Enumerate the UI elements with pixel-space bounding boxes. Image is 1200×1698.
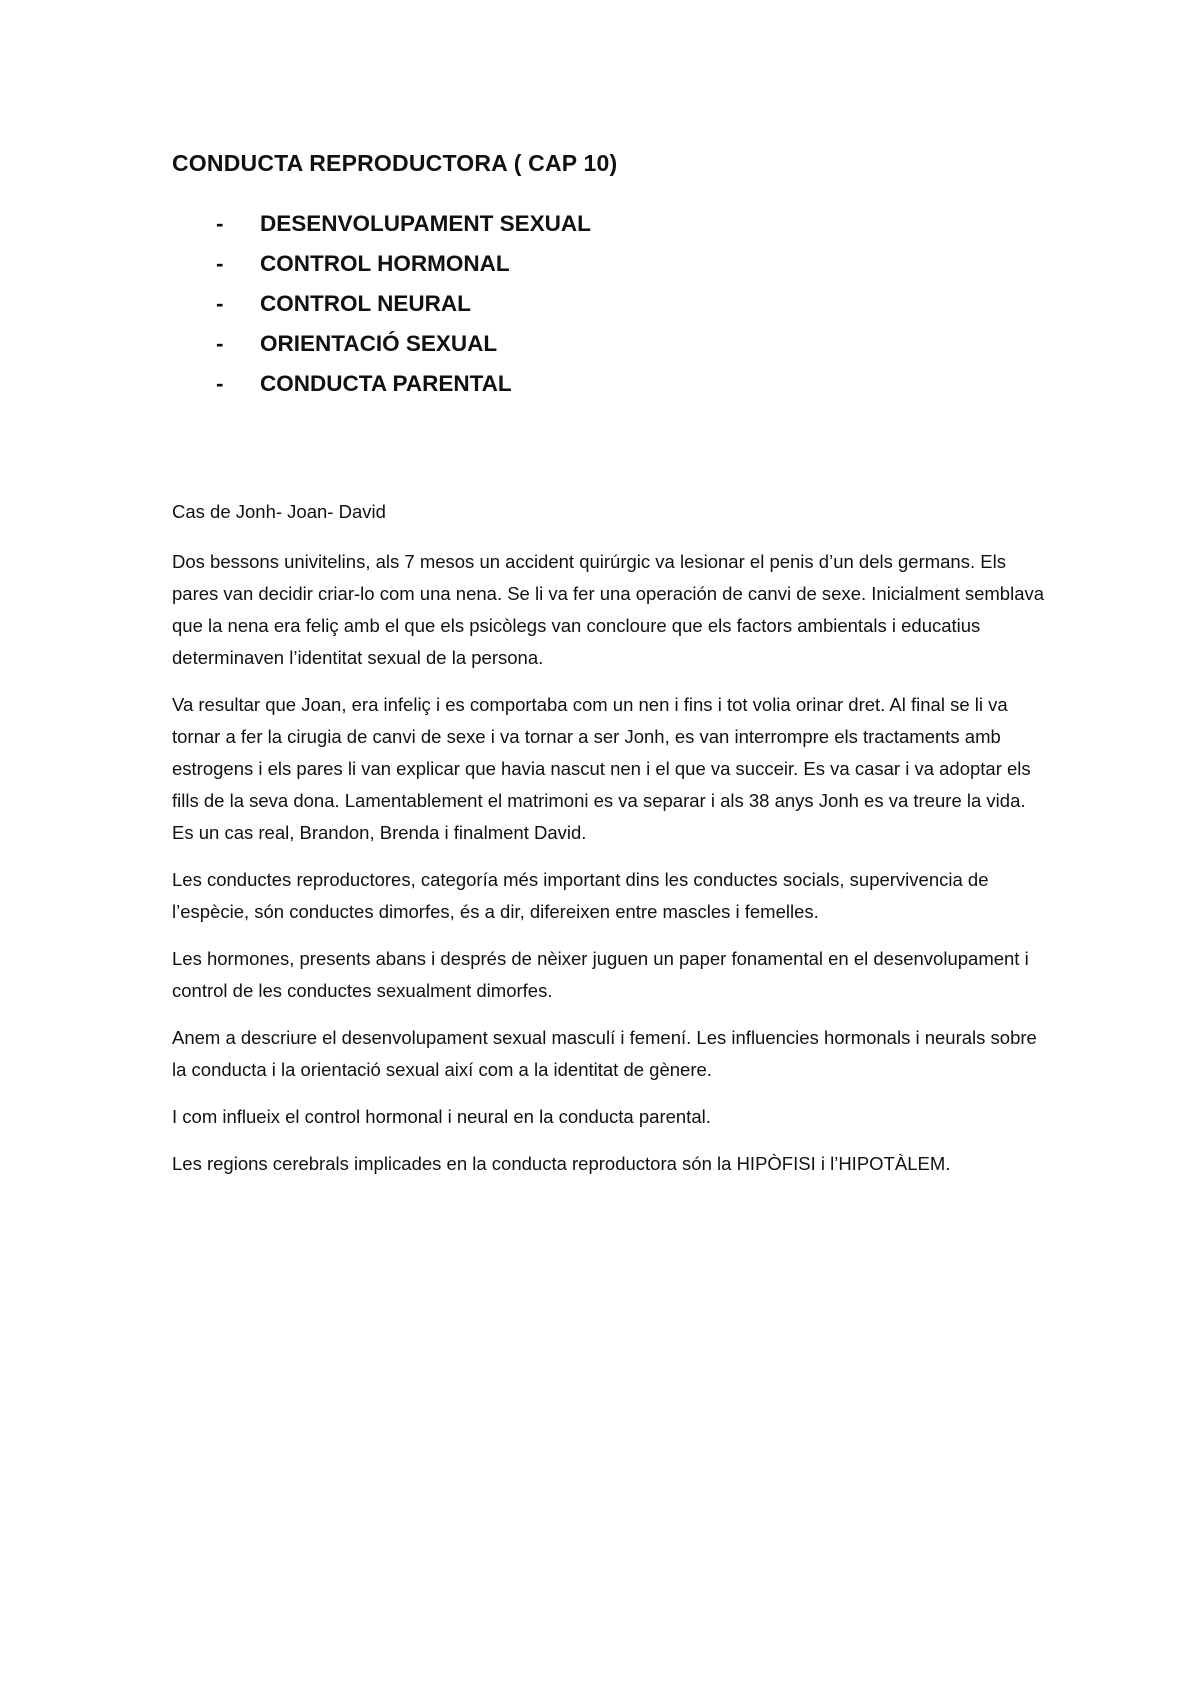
topic-label: CONTROL HORMONAL (260, 251, 510, 276)
topic-dash: - (216, 371, 224, 396)
paragraph-reproductive-behaviour: Les conductes reproductores, categoría més important dins les conductes socials, supervivencia de l’espècie, són conductes dimorfes, és a dir, difereixen entre mascles i femelles. (172, 869, 989, 922)
topic-dash: - (216, 251, 224, 276)
document-body (172, 148, 1052, 1180)
paragraph-brain-regions: Les regions cerebrals implicades en la conducta reproductora són la HIPÒFISI i l’HIPOTÀLEM. (172, 1153, 951, 1174)
topic-item (172, 284, 1052, 324)
topic-label: DESENVOLUPAMENT SEXUAL (260, 211, 591, 236)
topic-item (172, 364, 1052, 404)
paragraph-case-summary: Dos bessons univitelins, als 7 mesos un accident quirúrgic va lesionar el penis d’un dels germans. Els pares van decidir criar-lo com una nena. Se li va fer una operación de canvi de sexe. Inicialment semblava que la nena era feliç amb el que els psicòlegs van concloure que els factors ambientals i educatius determinaven l’identitat sexual de la persona. (172, 551, 1045, 668)
topic-label: ORIENTACIÓ SEXUAL (260, 331, 498, 356)
paragraph-case-outcome: Va resultar que Joan, era infeliç i es comportaba com un nen i fins i tot volia orinar dret. Al final se li va tornar a fer la cirugia de canvi de sexe i va tornar a ser Jonh, es van interrompre els tractaments amb estrogens i els pares li van explicar que havia nascut nen i el que va succeir. Es va casar i va adoptar els fills de la seva dona. Lamentablement el matrimoni es va separar i als 38 anys Jonh es va treure la vida. Es un cas real, Brandon, Brenda i finalment David. (172, 694, 1031, 843)
topic-dash: - (216, 291, 224, 316)
topic-dash: - (216, 331, 224, 356)
topic-item (172, 244, 1052, 284)
topic-label: CONTROL NEURAL (260, 291, 471, 316)
topic-label: CONDUCTA PARENTAL (260, 371, 512, 396)
paragraph-parental-control: I com influeix el control hormonal i neural en la conducta parental. (172, 1106, 711, 1127)
case-title: Cas de Jonh- Joan- David (172, 501, 386, 522)
topic-list (172, 204, 1052, 404)
topic-item (172, 204, 1052, 244)
document-title: CONDUCTA REPRODUCTORA ( CAP 10) (172, 150, 618, 176)
paragraph-sexual-development: Anem a descriure el desenvolupament sexual masculí i femení. Les influencies hormonals i neurals sobre la conducta i la orientació sexual així com a la identitat de gènere. (172, 1027, 1037, 1080)
paragraph-hormones: Les hormones, presents abans i després de nèixer juguen un paper fonamental en el desenvolupament i control de les conductes sexualment dimorfes. (172, 948, 1029, 1001)
topic-dash: - (216, 211, 224, 236)
topic-item (172, 324, 1052, 364)
